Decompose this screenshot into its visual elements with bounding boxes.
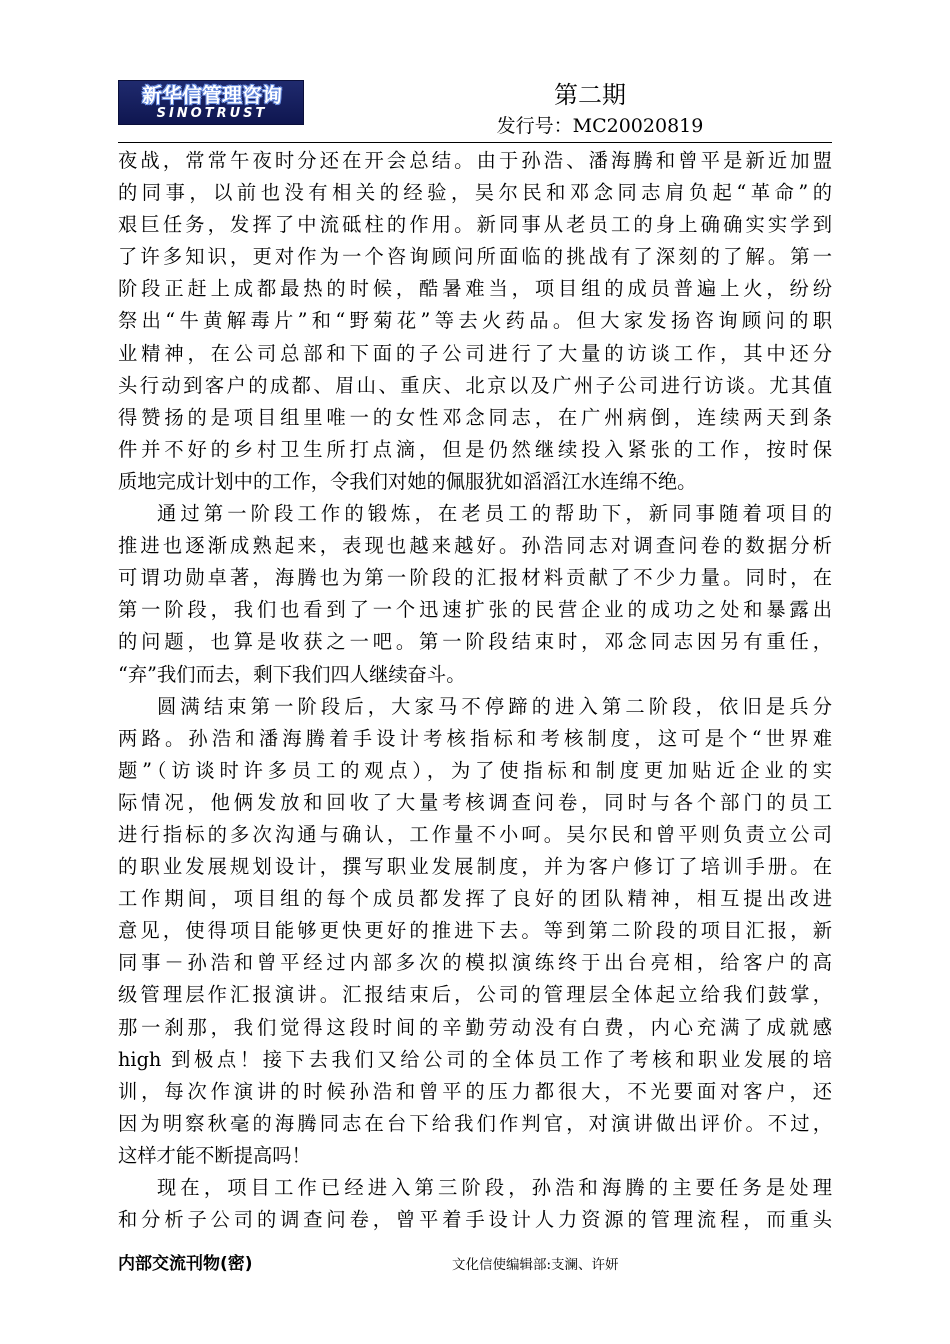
text-line: 业精神，在公司总部和下面的子公司进行了大量的访谈工作，其中还分 [118,341,832,365]
text-line: 推进也逐渐成熟起来，表现也越来越好。孙浩同志对调查问卷的数据分析 [118,534,832,558]
text-line: 这样才能不断提高吗！ [118,1143,311,1167]
text-line: 得赞扬的是项目组里唯一的女性邓念同志，在广州病倒，连续两天到条 [118,405,832,429]
header-divider [118,142,832,143]
text-line: 意见，使得项目能够更快更好的推进下去。等到第二阶段的项目汇报，新 [118,919,832,943]
text-line: 阶段正赶上成都最热的时候，酷暑难当，项目组的成员普遍上火，纷纷 [118,277,832,301]
text-line: 那一刹那，我们觉得这段时间的辛勤劳动没有白费，内心充满了成就感 [118,1015,832,1039]
text-line: 可谓功勋卓著，海腾也为第一阶段的汇报材料贡献了不少力量。同时，在 [118,566,832,590]
text-line: 题”（访谈时许多员工的观点），为了使指标和制度更加贴近企业的实 [118,758,832,782]
text-line: 和分析子公司的调查问卷，曾平着手设计人力资源的管理流程，而重头 [118,1208,832,1232]
text-line: 两路。孙浩和潘海腾着手设计考核指标和考核制度，这可是个“世界难 [118,726,832,750]
text-line: high 到极点！接下去我们又给公司的全体员工作了考核和职业发展的培 [118,1047,832,1071]
text-line: 了许多知识，更对作为一个咨询顾问所面临的挑战有了深刻的了解。第一 [118,245,832,269]
text-line: 的问题，也算是收获之一吧。第一阶段结束时，邓念同志因另有重任， [118,630,832,654]
text-line: 的同事，以前也没有相关的经验，吴尔民和邓念同志肩负起“革命”的 [118,181,832,205]
logo-english-text: SINOTRUST [156,106,268,121]
footer-classification: 内部交流刊物(密) [118,1254,253,1274]
sinotrust-logo [118,80,304,125]
paragraph-first-line: 圆满结束第一阶段后，大家马不停蹄的进入第二阶段，依旧是兵分 [157,694,832,718]
article-body [118,145,832,1236]
footer-editors: 文化信使编辑部:支澜、许妍 [452,1257,619,1273]
text-line: 因为明察秋毫的海腾同志在台下给我们作判官，对演讲做出评价。不过， [118,1111,832,1135]
text-line: 训，每次作演讲的时候孙浩和曾平的压力都很大，不光要面对客户，还 [118,1079,832,1103]
text-line: 级管理层作汇报演讲。汇报结束后，公司的管理层全体起立给我们鼓掌， [118,983,832,1007]
text-line: 的职业发展规划设计，撰写职业发展制度，并为客户修订了培训手册。在 [118,855,832,879]
text-line: “弃”我们而去，剩下我们四人继续奋斗。 [118,662,466,686]
text-line: 同事－孙浩和曾平经过内部多次的模拟演练终于出台亮相，给客户的高 [118,951,832,975]
text-line: 质地完成计划中的工作，令我们对她的佩服犹如滔滔江水连绵不绝。 [118,469,697,493]
text-line: 件并不好的乡村卫生所打点滴，但是仍然继续投入紧张的工作，按时保 [118,437,832,461]
text-line: 夜战，常常午夜时分还在开会总结。由于孙浩、潘海腾和曾平是新近加盟 [118,149,832,172]
text-line: 头行动到客户的成都、眉山、重庆、北京以及广州子公司进行访谈。尤其值 [118,373,832,397]
text-line: 工作期间，项目组的每个成员都发挥了良好的团队精神，相互提出改进 [118,887,832,911]
text-line: 第一阶段，我们也看到了一个迅速扩张的民营企业的成功之处和暴露出 [118,598,832,622]
text-line: 艰巨任务，发挥了中流砥柱的作用。新同事从老员工的身上确确实实学到 [118,213,832,237]
logo-chinese-text: 新华信管理咨询 [142,83,282,107]
text-line: 进行指标的多次沟通与确认，工作量不小呵。吴尔民和曾平则负责立公司 [118,822,832,846]
paragraph-first-line: 通过第一阶段工作的锻炼，在老员工的帮助下，新同事随着项目的 [157,502,832,526]
paragraph-first-line: 现在，项目工作已经进入第三阶段，孙浩和海腾的主要任务是处理 [157,1176,832,1199]
text-line: 祭出“牛黄解毒片”和“野菊花”等去火药品。但大家发扬咨询顾问的职 [118,309,832,333]
issue-number: 发行号：MC20020819 [496,115,704,137]
text-line: 际情况，他俩发放和回收了大量考核调查问卷，同时与各个部门的员工 [118,790,832,814]
issue-title: 第二期 [554,81,626,109]
